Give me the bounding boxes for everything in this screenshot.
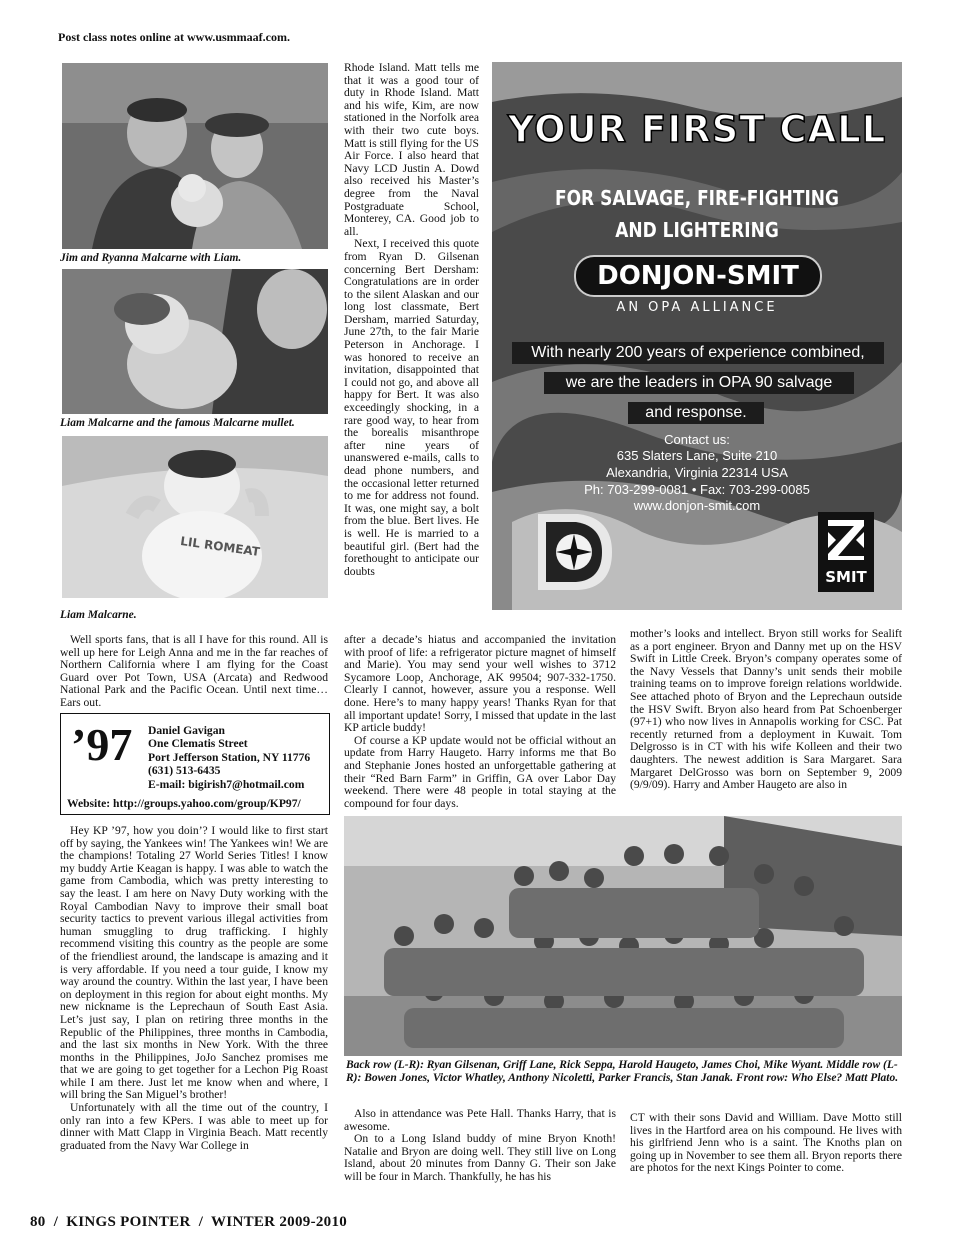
caption-photo3: Liam Malcarne. [60,609,137,621]
right-col-top [630,628,902,792]
class-contact-box [60,713,330,815]
ad-line1: With nearly 200 years of experience combined, [512,342,884,364]
ad-headline: YOUR FIRST CALL [507,108,887,151]
paragraph: Well sports fans, that is all I have for this round. All is well up here for Leigh Anna and me in the far reaches of Northern California where I am flying for the Coast Guard over Pot Town, USA (Arcata) and Redwood National Park and the Pacific Ocean. Until next time…Ears out. [60,633,328,709]
contact-phone: (631) 513-6435 [148,764,221,778]
bib-text: LIL ROMEAT [179,534,261,560]
class-year: ’97 [71,719,133,770]
ad-alliance: AN OPA ALLIANCE [616,300,778,315]
photo-baby [62,436,328,598]
smit-logo [818,512,874,592]
photo-family [62,63,328,249]
smit-logo-icon [826,518,866,562]
paragraph: Next, I received this quote from Ryan D. Gilsenan concerning Bert Dersham: Congratulations are in order to the silent Alaskan and our long lost classmate, Bert Dersham, married Saturday, June 27th, to the fair Marie Peterson in Anchorage. I was honored to receive an invitation, disappointed that I could not go, and above all happy for Bert. It was also exceedingly shocking, in a rare good way, to hear from the borealis misanthrope after nine years of unanswered e-mails, calls to dead phone numbers, and the occasional letter returned to me for address not found. It was, one might say, a bolt from the blue. Bert lives. He is well. He is married to a beautiful girl. (Bert had the forethought to anticipate our doubts [344,237,479,578]
paragraph: after a decade’s hiatus and accompanied the invitation with proof of life: a refrigerator picture magnet of himself and Marie). You may send your well wishes to 3712 Sycamore Loop, Anchorage, AK 99504; 907-332-1750. Clearly I cannot, however, assure you a response. Well done. Here’s to many happy years! Thanks Ryan for that all important update! Sorry, I missed that update in the last KP article buddy! [344,633,616,735]
contact-city: Port Jefferson Station, NY 11776 [148,750,311,764]
right-col-bottom [630,1112,902,1175]
mid-col-wide [344,634,616,810]
paragraph: On to a Long Island buddy of mine Bryon Knoth! Natalie and Bryon are doing well. They still live on Long Island, about 20 minutes from Danny G. Their son Jake will be four in March. Thankfully, he has his [344,1132,616,1183]
paragraph: Hey KP ’97, how you doin’? I would like to first start off by saying, the Yankees win! The Yankees win! We are the champions! Totaling 27 World Series Titles! I know my buddy Artie Keagan is happy. I was able to watch the game from Cambodia, which was pretty interesting to say the least. I am here on Navy Duty working with the Royal Cambodian Navy to improve their small boat security tactics to prevent various illegal activities from human smuggling to drug trafficking. I highly recommend visiting this country as the people are some of the friendliest around, the landscape is amazing and it is very affordable. If you need a tour guide, I know my way around the country. Within the last year, I have been on deployment in this region for about eight months. My new nickname is the Leprechaun of South East Asia. Let’s just say, I plan on retiring three months in the Republic of the Philippines, three months in Cambodia, and the last six months in New York. With the three months in the Philippines, JoJo Sanchez promises me that we are going to get together for a Lechon Pig Roast while I am there. Just let me know when and where, I will bring the San Miguel’s brother! [60,824,328,1102]
contact-website[interactable]: Website: http://groups.yahoo.com/group/KP97/ [67,797,301,810]
mid-col-top [344,62,479,578]
mid-col-bottom [344,1108,616,1184]
contact-email[interactable]: E-mail: bigirish7@hotmail.com [148,777,305,791]
left-col-bottom [60,825,328,1152]
smit-logo-text: SMIT [825,568,867,586]
header-note: Post class notes online at www.usmmaaf.com. [58,30,290,44]
class-address [148,724,310,791]
paragraph: Also in attendance was Pete Hall. Thanks Harry, that is awesome. [344,1107,616,1133]
ad-address1: 635 Slaters Lane, Suite 210 [616,448,778,463]
photo-group [344,816,902,1056]
caption-group: Back row (L-R): Ryan Gilsenan, Griff Lane, Rick Seppa, Harold Haugeto, James Choi, Mike Wyant. Middle row (L-R): Bowen Jones, Victor Whatley, Anthony Nicoletti, Parker Francis, Stan Janak. Front row: Who Else? Matt Plato. [346,1059,899,1084]
ad-contact-title: Contact us: [664,432,730,447]
caption-photo1: Jim and Ryanna Malcarne with Liam. [60,252,242,264]
left-col-top [60,634,328,710]
paragraph: Rhode Island. Matt tells me that it was a good tour of duty in Rhode Island. Matt and his wife, Kim, are now stationed in the Norfolk area with their two cute boys. Matt is still flying for the US Air Force. I also heard that Navy LCD Justin A. Dowd also received his Master’s degree from the Naval Postgraduate School, Monterey, CA. Good job to all. [344,61,479,238]
contact-name: Daniel Gavigan [148,724,225,737]
donjon-smit-ad [492,62,902,610]
contact-street: One Clematis Street [148,737,248,751]
ad-address2: Alexandria, Virginia 22314 USA [606,465,788,480]
ad-sub1: FOR SALVAGE, FIRE-FIGHTING [554,186,839,210]
ad-sub2: AND LIGHTERING [615,218,779,242]
ad-web[interactable]: www.donjon-smit.com [633,498,761,513]
paragraph: CT with their sons David and William. Dave Motto still lives in the Hartford area on his compound. He lives with his girlfriend Jenn who is a saint. The Knoths plan on going up in November to see them all. Bryon reports there are photos for the next Kings Pointer to come. [630,1111,902,1175]
page-footer: 80 / KINGS POINTER / WINTER 2009-2010 [30,1214,348,1230]
ad-brand: DONJON-SMIT [574,255,822,297]
photo-mullet [62,269,328,414]
ad-line2: we are the leaders in OPA 90 salvage [544,372,854,394]
paragraph: Unfortunately with all the time out of the country, I only ran into a few KPers. I was able to meet up for dinner with Matt Clapp in Virginia Beach. Matt recently graduated from the Navy War College in [60,1101,328,1152]
ad-phone: Ph: 703-299-0081 • Fax: 703-299-0085 [584,482,810,497]
paragraph: mother’s looks and intellect. Bryon still works for Sealift as a port engineer. Bryon and Danny met up on the HSV Swift in Little Creek. Bryon’s company operates some of the Navy Vessels that Danny’s unit sends their mobile training teams on to improve foreign relations worldwide. See attached photo of Bryon and the Leprechaun outside the HSV Swift. Bryon also heard from Pat Schoenberger (97+1) who now lives in Annapolis working for CSC. Pat recently returned from a deployment in Kuwait. Tom Delgrosso is in CT with his wife Kolleen and their two daughters. The newest addition is Sara Margaret. Sara Margaret DelGrosso was born on September 9, 2009 (9/9/09). Harry and Amber Haugeto are also in [630,627,902,792]
caption-photo2: Liam Malcarne and the famous Malcarne mullet. [60,417,295,429]
donjon-logo-icon [532,510,614,594]
paragraph: Of course a KP update would not be official without an update from Harry Haugeto. Harry informs me that Bo and Stephanie Jones hosted an unforgettable gathering at their “Red Barn Farm” in Griffin, GA over Labor Day weekend. There were 48 people in total staying at the compound for four days. [344,733,616,810]
ad-line3: and response. [628,402,764,424]
